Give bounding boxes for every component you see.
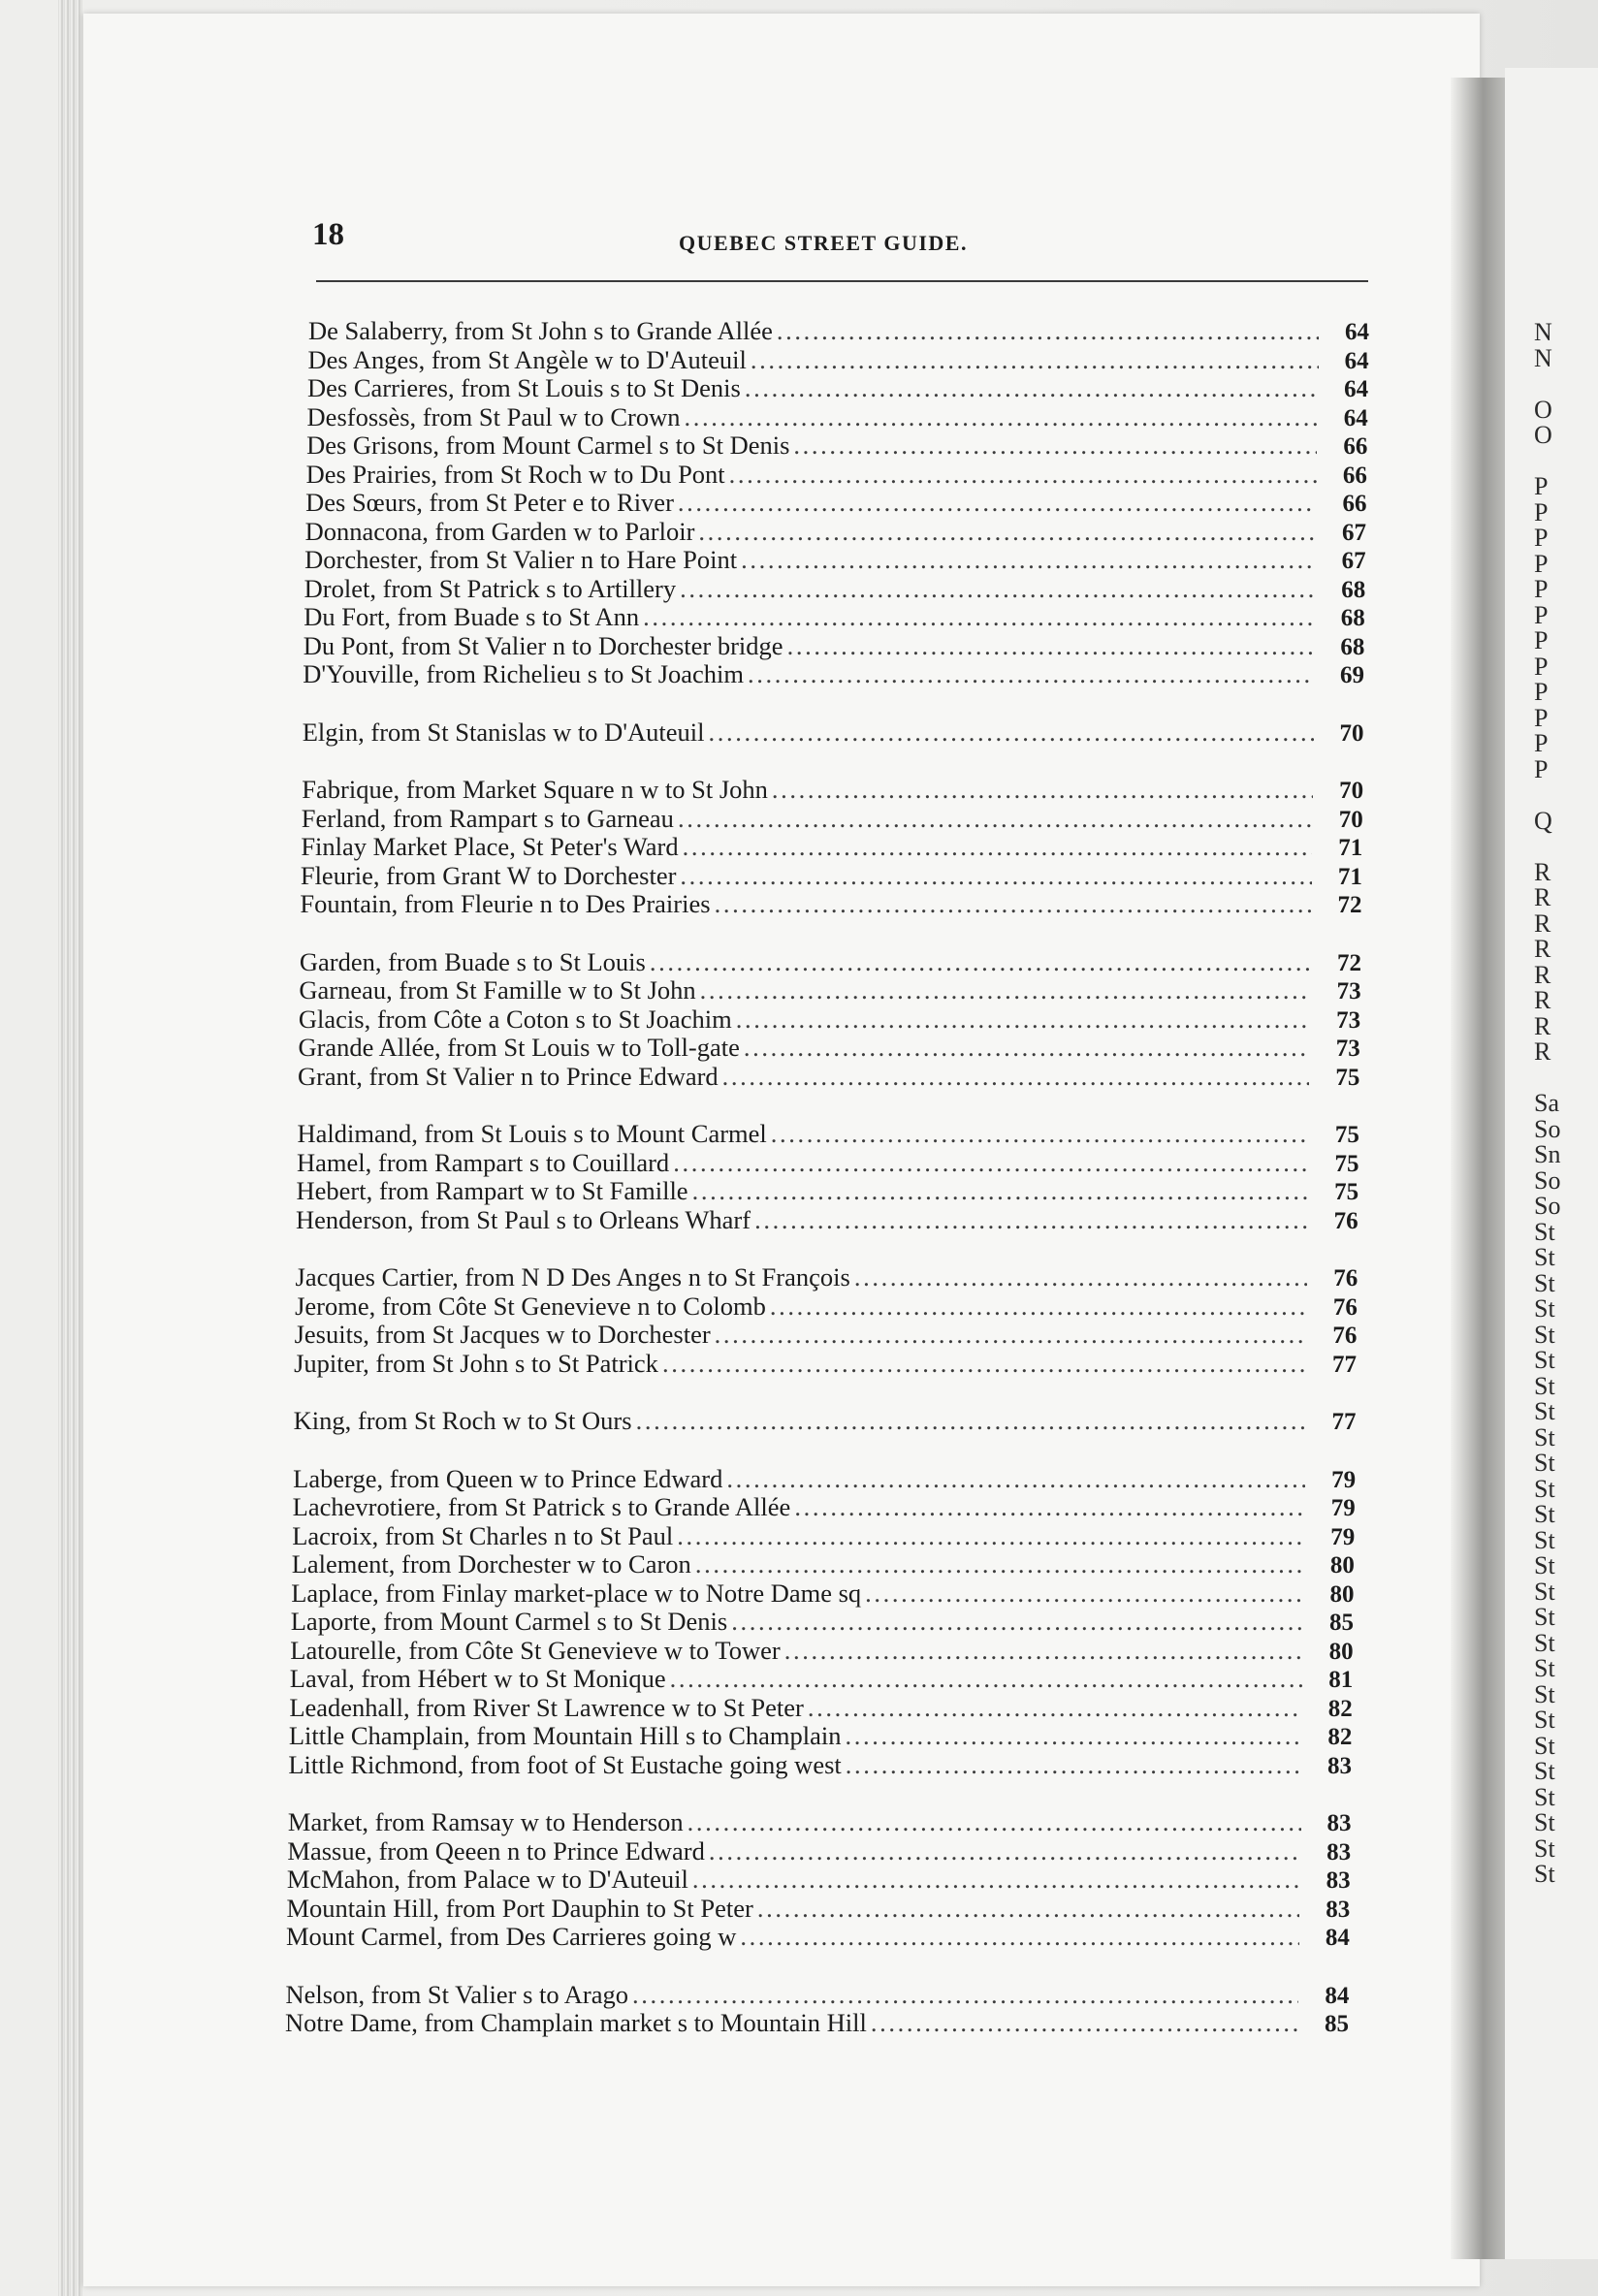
index-entry <box>304 631 1365 660</box>
dot-leader <box>770 1292 1307 1322</box>
facing-letter: St <box>1534 1860 1555 1888</box>
dot-leader <box>777 316 1319 346</box>
page-reference: 72 <box>1337 949 1361 976</box>
dot-leader <box>680 861 1311 891</box>
index-entry <box>299 1004 1360 1034</box>
index-entry <box>305 488 1366 517</box>
dot-leader <box>685 402 1318 432</box>
facing-letter: So <box>1534 1192 1561 1220</box>
dot-leader <box>678 804 1313 834</box>
street-description: Grande Allée, from St Louis w to Toll-gate <box>298 1033 740 1062</box>
page-reference: 76 <box>1333 1207 1358 1234</box>
street-description: Grant, from St Valier n to Prince Edward <box>297 1061 719 1091</box>
dot-leader <box>757 1894 1299 1924</box>
street-description: Laporte, from Mount Carmel s to St Denis <box>290 1607 728 1636</box>
dot-leader <box>673 1148 1308 1178</box>
page-reference: 70 <box>1339 778 1364 804</box>
letter-group-j <box>0 1262 1454 1377</box>
page-reference: 64 <box>1345 319 1369 345</box>
facing-letter: P <box>1534 626 1549 654</box>
index-entry <box>286 1894 1350 1923</box>
street-description: Fabrique, from Market Square n w to St John <box>302 775 768 804</box>
street-description: Mountain Hill, from Port Dauphin to St Peter <box>286 1893 753 1923</box>
street-description: Elgin, from St Stanislas w to D'Auteuil <box>302 717 705 747</box>
page-reference: 70 <box>1339 719 1364 747</box>
dot-leader <box>692 1865 1300 1895</box>
letter-group-l <box>0 1464 1454 1779</box>
street-description: Market, from Ramsay w to Henderson <box>287 1807 684 1836</box>
street-description: Des Anges, from St Angèle w to D'Auteuil <box>307 344 747 374</box>
dot-leader <box>784 1636 1303 1666</box>
street-description: Donnacona, from Garden w to Parloir <box>304 516 695 546</box>
facing-letter: St <box>1534 1679 1555 1708</box>
facing-letter: P <box>1534 549 1549 578</box>
facing-letter: R <box>1534 909 1551 938</box>
street-description: Des Prairies, from St Roch w to Du Pont <box>305 459 725 489</box>
index-entry <box>301 861 1362 890</box>
facing-letter: R <box>1534 857 1551 886</box>
index-entry <box>288 1750 1352 1779</box>
facing-letter: P <box>1534 729 1549 757</box>
street-description: Glacis, from Côte a Coton s to St Joachim <box>298 1004 732 1034</box>
dot-leader <box>650 947 1311 977</box>
street-description: Nelson, from St Valier s to Arago <box>285 1979 629 2009</box>
facing-letter: P <box>1534 472 1549 500</box>
running-title: QUEBEC STREET GUIDE. <box>679 231 968 255</box>
dot-leader <box>808 1693 1302 1723</box>
facing-letter: St <box>1534 1628 1555 1657</box>
facing-letter: P <box>1534 600 1549 629</box>
page-reference: 83 <box>1326 1896 1351 1923</box>
letter-group-f <box>0 775 1454 918</box>
page-reference: 69 <box>1339 662 1364 688</box>
facing-letter: P <box>1534 652 1549 681</box>
facing-letter: St <box>1534 1603 1555 1631</box>
street-description: Laplace, from Finlay market-place w to Notre Dame sq <box>291 1578 862 1608</box>
facing-letter: P <box>1534 497 1549 526</box>
facing-letter: R <box>1534 960 1551 989</box>
index-entry <box>307 402 1368 431</box>
facing-letter: R <box>1534 883 1551 911</box>
page-reference: 64 <box>1344 347 1369 374</box>
street-description: Jacques Cartier, from N D Des Anges n to St François <box>295 1262 850 1292</box>
street-description: Jesuits, from St Jacques w to Dorchester <box>294 1320 711 1349</box>
facing-gap <box>1534 371 1592 398</box>
dot-leader <box>731 1607 1303 1637</box>
page-reference: 75 <box>1334 1150 1359 1177</box>
page-reference: 67 <box>1341 548 1366 574</box>
facing-letter: St <box>1534 1500 1555 1528</box>
street-description: King, from St Roch w to St Ours <box>293 1406 632 1435</box>
street-description: Lacroix, from St Charles n to St Paul <box>292 1520 674 1550</box>
dot-leader <box>692 1176 1308 1206</box>
index-entry <box>294 1406 1357 1435</box>
page-reference: 79 <box>1331 1466 1357 1493</box>
index-entry <box>300 889 1361 918</box>
dot-leader <box>726 1464 1305 1494</box>
index-entry <box>307 373 1368 402</box>
dot-leader <box>678 488 1317 518</box>
dot-leader <box>854 1262 1307 1292</box>
page-reference: 85 <box>1329 1610 1355 1636</box>
dot-leader <box>670 1664 1303 1694</box>
facing-letter: So <box>1534 1165 1561 1195</box>
facing-letter: N <box>1534 343 1552 372</box>
letter-group-e <box>0 718 1454 747</box>
dot-leader <box>794 1492 1304 1522</box>
header-rule <box>316 280 1368 282</box>
street-description: De Salaberry, from St John s to Grande Allée <box>308 316 773 345</box>
dot-leader <box>793 430 1317 461</box>
facing-letter: O <box>1534 421 1552 449</box>
street-description: Du Pont, from St Valier n to Dorchester bridge <box>303 630 783 660</box>
page-reference: 76 <box>1332 1323 1358 1349</box>
street-description: Massue, from Qeeen n to Prince Edward <box>287 1835 705 1866</box>
street-description: Garneau, from St Famille w to St John <box>299 975 696 1004</box>
index-entry <box>295 1292 1358 1321</box>
index-entry <box>296 1262 1358 1292</box>
street-description: D'Youville, from Richelieu s to St Joachim <box>303 659 745 688</box>
index-entry <box>305 517 1366 546</box>
dot-leader <box>722 1062 1310 1092</box>
street-description: Fountain, from Fleurie n to Des Prairies <box>300 889 711 918</box>
facing-letter: St <box>1534 1782 1555 1811</box>
page-reference: 64 <box>1344 376 1369 402</box>
index-entry <box>286 1922 1350 1951</box>
facing-letter: St <box>1534 1422 1555 1451</box>
page-reference: 76 <box>1332 1293 1358 1321</box>
dot-leader <box>643 602 1315 632</box>
facing-letter: St <box>1534 1551 1555 1579</box>
index-entry <box>298 1062 1359 1091</box>
street-description: Notre Dame, from Champlain market s to Mountain Hill <box>285 2008 867 2037</box>
page-reference: 73 <box>1336 1006 1361 1034</box>
page-reference: 66 <box>1342 491 1367 517</box>
page-reference: 66 <box>1342 462 1367 489</box>
facing-letter: St <box>1534 1706 1555 1734</box>
street-description: Dorchester, from St Valier n to Hare Point <box>304 545 738 574</box>
index-entry <box>302 804 1363 833</box>
street-description: Henderson, from St Paul s to Orleans Wharf <box>296 1204 751 1234</box>
facing-letter: St <box>1534 1808 1555 1836</box>
facing-letter: P <box>1534 754 1549 783</box>
page-reference: 82 <box>1327 1695 1353 1722</box>
index-entry <box>297 1119 1358 1148</box>
facing-letter: O <box>1534 395 1552 424</box>
street-description: Leadenhall, from River St Lawrence w to St Peter <box>289 1692 804 1722</box>
dot-leader <box>695 1549 1304 1579</box>
street-description: Du Fort, from Buade s to St Ann <box>304 602 640 631</box>
dot-leader <box>709 718 1314 748</box>
page-reference: 84 <box>1325 1925 1350 1951</box>
page-reference: 71 <box>1337 863 1362 890</box>
street-description: Finlay Market Place, St Peter's Ward <box>301 832 679 861</box>
index-entry <box>294 1349 1357 1378</box>
index-entry <box>304 545 1365 574</box>
facing-letter: P <box>1534 703 1549 732</box>
dot-leader <box>771 1119 1309 1149</box>
dot-leader <box>745 373 1318 403</box>
facing-letter: Sa <box>1534 1089 1559 1117</box>
page-reference: 83 <box>1326 1867 1351 1894</box>
facing-letter: R <box>1534 1037 1551 1066</box>
letter-group-g <box>0 947 1454 1091</box>
dot-leader <box>715 889 1312 919</box>
index-entry <box>285 1980 1349 2009</box>
index-entry <box>287 1865 1351 1894</box>
facing-page-letters <box>1534 320 1592 1888</box>
index-entry <box>297 1148 1359 1177</box>
facing-letter: Q <box>1534 806 1552 835</box>
index-entry <box>308 345 1369 374</box>
dot-leader <box>715 1320 1307 1350</box>
page-reference: 77 <box>1331 1351 1357 1378</box>
dot-leader <box>700 975 1311 1005</box>
page-reference: 80 <box>1329 1552 1355 1578</box>
facing-gap <box>1534 449 1592 475</box>
street-description: Fleurie, from Grant W to Dorchester <box>300 860 677 890</box>
street-description: Lalement, from Dorchester w to Caron <box>291 1549 691 1578</box>
page-reference: 75 <box>1334 1122 1359 1148</box>
facing-letter: St <box>1534 1449 1555 1477</box>
facing-letter: St <box>1534 1474 1555 1503</box>
facing-letter: R <box>1534 986 1551 1014</box>
dot-leader <box>698 517 1316 547</box>
dot-leader <box>636 1406 1306 1436</box>
facing-letter: St <box>1534 1757 1555 1785</box>
page-reference: 85 <box>1325 2011 1349 2037</box>
page-reference: 76 <box>1333 1265 1358 1292</box>
letter-group-k <box>0 1406 1454 1435</box>
page-reference: 82 <box>1327 1724 1353 1750</box>
facing-letter: St <box>1534 1731 1555 1760</box>
facing-letter: St <box>1534 1577 1555 1606</box>
facing-letter: P <box>1534 575 1549 603</box>
dot-leader <box>740 1922 1298 1952</box>
letter-group-h <box>0 1119 1454 1233</box>
street-description: Des Grisons, from Mount Carmel s to St Denis <box>306 430 790 460</box>
facing-gap <box>1534 782 1592 809</box>
page-reference: 66 <box>1343 433 1368 460</box>
dot-leader <box>729 460 1317 490</box>
dot-leader <box>846 1750 1301 1780</box>
index-entry <box>304 602 1365 631</box>
page-reference: 79 <box>1330 1523 1356 1550</box>
facing-letter: St <box>1534 1397 1555 1425</box>
index-entry <box>289 1721 1353 1750</box>
street-description: Latourelle, from Côte St Genevieve w to Tower <box>290 1635 781 1665</box>
street-description: Laval, from Hébert w to St Monique <box>289 1664 666 1693</box>
facing-letter: St <box>1534 1525 1555 1554</box>
page-reference: 75 <box>1334 1179 1359 1205</box>
index-entry <box>304 574 1366 603</box>
index-entry <box>300 947 1361 976</box>
page-reference: 84 <box>1325 1982 1350 2009</box>
street-description: Haldimand, from St Louis s to Mount Carmel <box>297 1119 767 1148</box>
street-description: Des Carrieres, from St Louis s to St Denis <box>307 373 741 402</box>
facing-letter: Sn <box>1534 1140 1561 1168</box>
index-entry <box>301 832 1362 861</box>
street-description: Drolet, from St Patrick s to Artillery <box>304 573 677 603</box>
page-reference: 72 <box>1337 892 1362 918</box>
facing-gap <box>1534 1066 1592 1092</box>
index-entry <box>293 1464 1356 1493</box>
index-entry <box>308 316 1369 345</box>
page-reference: 83 <box>1326 1752 1352 1779</box>
dot-leader <box>736 1004 1310 1035</box>
page-reference: 83 <box>1326 1810 1352 1836</box>
page-reference: 80 <box>1328 1638 1354 1665</box>
page-number: 18 <box>312 217 344 252</box>
dot-leader <box>662 1349 1306 1379</box>
dot-leader <box>683 832 1313 862</box>
street-description: Garden, from Buade s to St Louis <box>299 946 646 976</box>
facing-letter: P <box>1534 678 1549 706</box>
page-reference: 68 <box>1340 605 1365 631</box>
street-description: Des Sœurs, from St Peter e to River <box>305 488 674 517</box>
facing-letter: R <box>1534 935 1551 963</box>
dot-leader <box>865 1578 1303 1609</box>
street-description: Jerome, from Côte St Genevieve n to Colomb <box>295 1291 766 1321</box>
dot-leader <box>632 1980 1298 2010</box>
book-gutter <box>1451 78 1505 2259</box>
dot-leader <box>754 1205 1308 1235</box>
dot-leader <box>772 775 1313 805</box>
street-description: Ferland, from Rampart s to Garneau <box>301 803 674 833</box>
index-entry <box>293 1492 1356 1521</box>
facing-letter: St <box>1534 1217 1555 1246</box>
dot-leader <box>709 1836 1300 1866</box>
facing-gap <box>1534 834 1592 860</box>
index-entry <box>298 1033 1359 1062</box>
page-reference: 77 <box>1331 1409 1357 1435</box>
index-entry <box>285 2008 1349 2037</box>
page-reference: 70 <box>1338 806 1363 833</box>
page-reference: 83 <box>1326 1838 1352 1866</box>
dot-leader <box>751 345 1319 375</box>
index-entry <box>291 1607 1354 1636</box>
page-reference: 68 <box>1341 576 1366 603</box>
street-description: Hamel, from Rampart s to Couillard <box>297 1147 670 1177</box>
facing-letter: So <box>1534 1114 1561 1143</box>
index-entry <box>306 460 1367 489</box>
facing-letter: N <box>1534 318 1552 346</box>
page-reference: 71 <box>1338 835 1363 861</box>
dot-leader <box>871 2008 1298 2038</box>
dot-leader <box>787 631 1315 661</box>
index-entry <box>289 1693 1352 1722</box>
facing-letter: St <box>1534 1294 1555 1323</box>
index-entry <box>303 718 1364 747</box>
street-description: Mount Carmel, from Des Carrieres going w <box>285 1922 737 1951</box>
page-reference: 73 <box>1336 978 1361 1004</box>
index-entry <box>299 975 1360 1004</box>
index-entry <box>302 775 1363 804</box>
dot-leader <box>687 1807 1301 1837</box>
facing-letter: St <box>1534 1834 1555 1863</box>
page-reference: 79 <box>1330 1495 1356 1521</box>
facing-letter: P <box>1534 524 1549 552</box>
page-reference: 75 <box>1335 1064 1360 1091</box>
dot-leader <box>748 659 1314 689</box>
index-entry <box>292 1521 1355 1550</box>
page-reference: 68 <box>1340 633 1365 660</box>
index-entry <box>291 1578 1354 1608</box>
facing-letter: St <box>1534 1320 1555 1349</box>
page-reference: 81 <box>1328 1667 1354 1693</box>
street-description: Lachevrotiere, from St Patrick s to Grande Allée <box>292 1492 791 1521</box>
index-entry <box>296 1205 1358 1234</box>
facing-letter: St <box>1534 1346 1555 1374</box>
dot-leader <box>677 1521 1304 1551</box>
page-reference: 64 <box>1343 404 1368 431</box>
index-entry <box>303 659 1364 688</box>
page-reference: 80 <box>1329 1580 1355 1608</box>
street-description: Jupiter, from St John s to St Patrick <box>294 1348 658 1378</box>
street-description: Desfossès, from St Paul w to Crown <box>306 401 681 431</box>
letter-group-m <box>0 1807 1454 1951</box>
letter-group-d <box>0 316 1454 688</box>
facing-letter: St <box>1534 1654 1555 1682</box>
street-description: McMahon, from Palace w to D'Auteuil <box>286 1865 688 1894</box>
page-reference: 73 <box>1335 1036 1360 1062</box>
facing-letter: St <box>1534 1243 1555 1271</box>
index-entry <box>306 430 1367 460</box>
street-description: Laberge, from Queen w to Prince Edward <box>293 1463 723 1493</box>
index-entry <box>297 1176 1359 1205</box>
page-reference: 67 <box>1342 519 1367 546</box>
street-description: Little Richmond, from foot of St Eustache going west <box>288 1749 842 1779</box>
dot-leader <box>846 1721 1302 1751</box>
letter-group-n <box>0 1980 1454 2037</box>
dot-leader <box>744 1033 1310 1063</box>
facing-letter: R <box>1534 1011 1551 1040</box>
facing-letter: St <box>1534 1268 1555 1297</box>
index-entry <box>295 1320 1358 1349</box>
street-description: Hebert, from Rampart w to St Famille <box>296 1176 688 1205</box>
index-entry <box>287 1836 1351 1866</box>
street-description: Little Champlain, from Mountain Hill s to Champlain <box>288 1721 842 1750</box>
street-index <box>0 316 1454 2066</box>
index-entry <box>290 1664 1353 1693</box>
dot-leader <box>741 545 1316 575</box>
index-entry <box>290 1636 1353 1665</box>
facing-letter: St <box>1534 1371 1555 1400</box>
index-entry <box>292 1549 1355 1578</box>
index-entry <box>288 1807 1352 1836</box>
dot-leader <box>680 574 1315 604</box>
